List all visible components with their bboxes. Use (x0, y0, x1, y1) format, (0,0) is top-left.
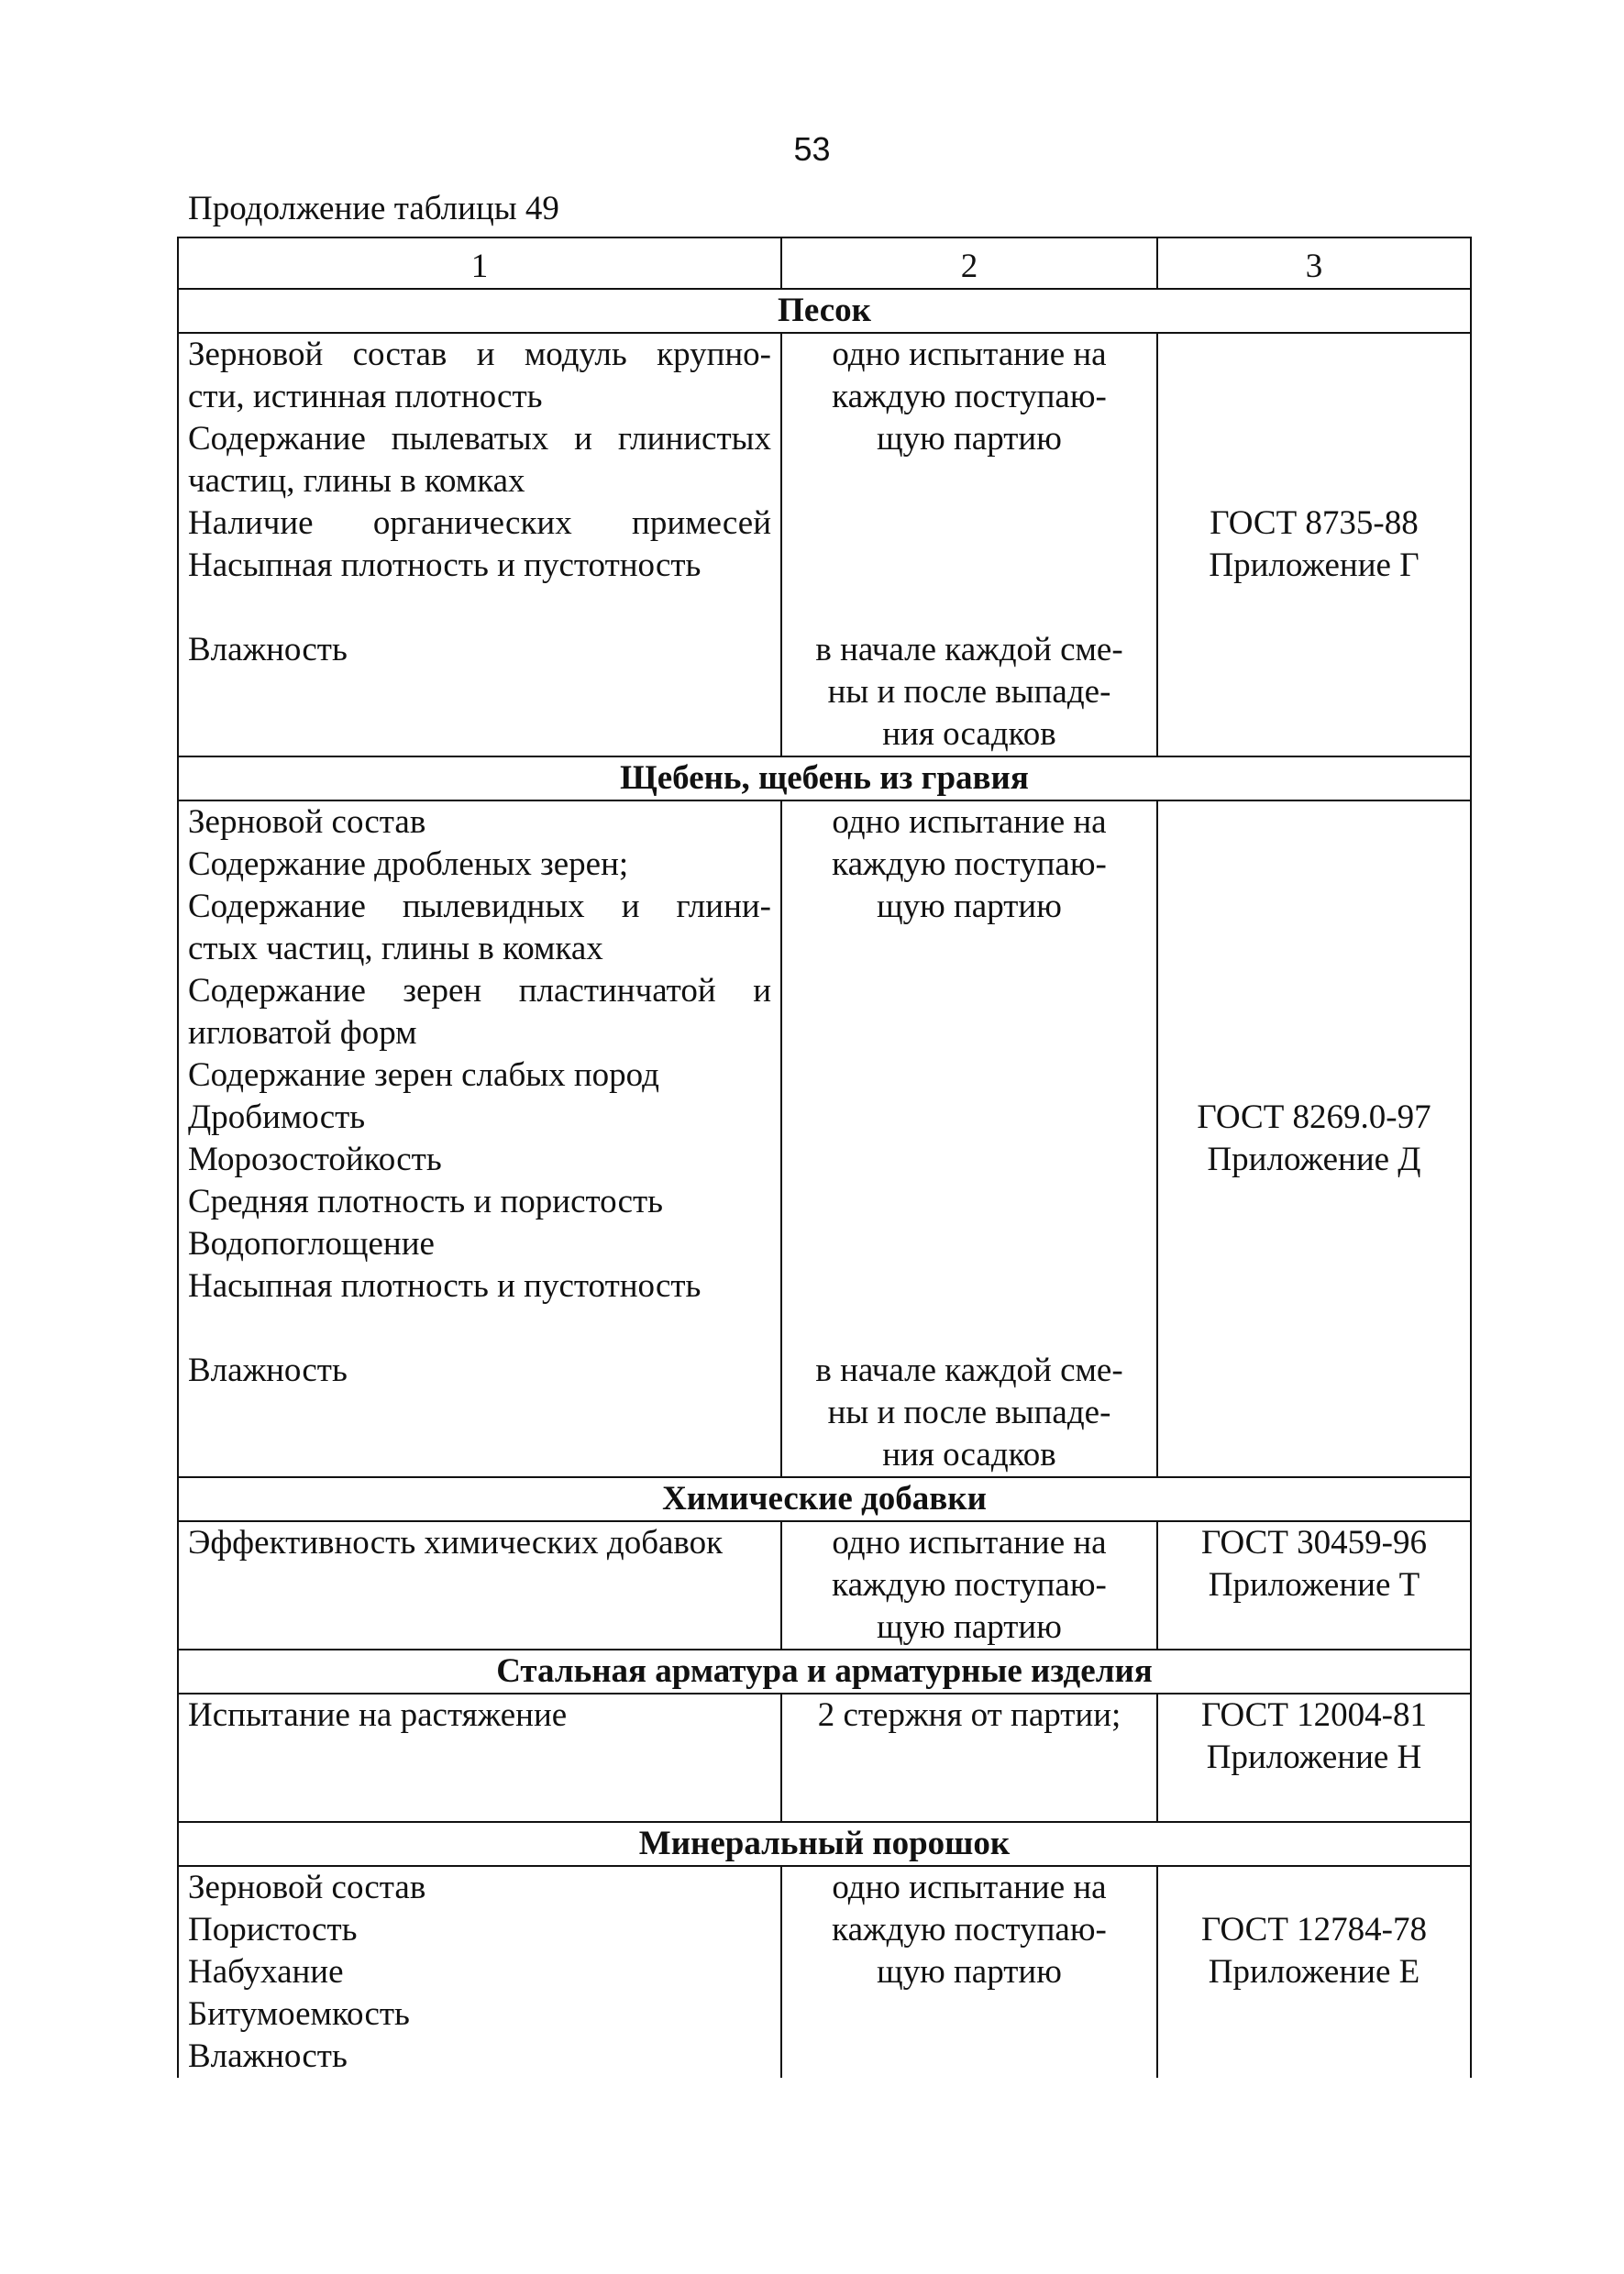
gost-code: ГОСТ 12004-81 (1201, 1696, 1427, 1734)
spacer (188, 713, 771, 756)
spacer (786, 1012, 1153, 1054)
table-row (178, 1866, 1471, 2078)
standard-reference (1157, 1521, 1471, 1650)
spacer (786, 928, 1153, 970)
table-row (178, 1694, 1471, 1822)
section-title: Песок (178, 289, 1471, 333)
frequency-text: каждую поступаю- (832, 378, 1107, 415)
test-names (178, 1866, 781, 2078)
column-header-3: 3 (1157, 237, 1471, 289)
section-title: Стальная арматура и арматурные изделия (178, 1650, 1471, 1694)
test-requirements-table (177, 237, 1472, 2078)
table-header-row (178, 237, 1471, 289)
test-name: Дробимость (188, 1098, 366, 1136)
test-frequency (781, 1521, 1157, 1650)
test-name: сти, истинная плотность (188, 378, 543, 415)
standard-reference (1157, 333, 1471, 756)
test-frequency (781, 333, 1157, 756)
test-name: Средняя плотность и пористость (188, 1183, 664, 1220)
test-name: Влажность (188, 631, 348, 668)
test-name: игловатой форм (188, 1014, 417, 1052)
section-title: Химические добавки (178, 1477, 1471, 1521)
frequency-text: каждую поступаю- (832, 845, 1107, 883)
gost-code: ГОСТ 30459-96 (1201, 1524, 1427, 1562)
spacer (188, 1308, 771, 1350)
spacer (188, 671, 771, 713)
appendix-ref: Приложение Д (1207, 1141, 1421, 1178)
table-caption: Продолжение таблицы 49 (188, 190, 559, 227)
test-name: Водопоглощение (188, 1225, 435, 1263)
test-name: Наличие органических примесей (188, 504, 771, 542)
spacer (786, 1223, 1153, 1265)
frequency-text: каждую поступаю- (832, 1911, 1107, 1948)
test-names (178, 1694, 781, 1822)
test-name: Влажность (188, 1352, 348, 1389)
spacer (786, 545, 1153, 587)
test-name: Содержание дробленых зерен; (188, 845, 629, 883)
frequency-text: одно испытание на (832, 1524, 1107, 1562)
gost-code: ГОСТ 12784-78 (1201, 1911, 1427, 1948)
test-name: Испытание на растяжение (188, 1696, 568, 1734)
section-header-gravel (178, 756, 1471, 800)
section-header-steel (178, 1650, 1471, 1694)
frequency-text: ны и после выпаде- (827, 1394, 1111, 1431)
spacer (786, 1265, 1153, 1308)
gost-code: ГОСТ 8269.0-97 (1197, 1098, 1431, 1136)
spacer (786, 1308, 1153, 1350)
test-name: Содержание пылеватых и глинистых (188, 420, 771, 458)
section-header-sand (178, 289, 1471, 333)
frequency-text: щую партию (877, 888, 1062, 925)
test-name: Влажность (188, 2037, 348, 2075)
test-names (178, 800, 781, 1477)
test-names (178, 333, 781, 756)
spacer (786, 460, 1153, 502)
table-row (178, 333, 1471, 756)
frequency-text: щую партию (877, 420, 1062, 458)
appendix-ref: Приложение Т (1208, 1566, 1420, 1604)
test-name: Содержание зерен пластинчатой и (188, 972, 771, 1010)
test-name: Эффективность химических добавок (188, 1524, 724, 1562)
test-name: Насыпная плотность и пустотность (188, 546, 702, 584)
test-frequency (781, 1866, 1157, 2078)
frequency-text: щую партию (877, 1953, 1062, 1991)
spacer (786, 970, 1153, 1012)
spacer (786, 502, 1153, 545)
frequency-text: одно испытание на (832, 1869, 1107, 1906)
test-name: Зерновой состав (188, 1869, 426, 1906)
test-name: Зерновой состав (188, 803, 426, 841)
frequency-text: ния осадков (882, 1436, 1056, 1474)
section-title: Щебень, щебень из гравия (178, 756, 1471, 800)
test-name: Пористость (188, 1911, 358, 1948)
test-name: Содержание зерен слабых пород (188, 1056, 659, 1094)
test-frequency (781, 800, 1157, 1477)
frequency-text: ны и после выпаде- (827, 673, 1111, 711)
section-header-powder (178, 1822, 1471, 1866)
spacer (786, 1097, 1153, 1139)
frequency-text: одно испытание на (832, 336, 1107, 373)
column-header-2: 2 (781, 237, 1157, 289)
spacer (188, 1434, 771, 1476)
test-frequency (781, 1694, 1157, 1822)
frequency-text: ния осадков (882, 715, 1056, 753)
test-name: Зерновой состав и модуль крупно- (188, 336, 771, 373)
spacer (188, 587, 771, 629)
gost-code: ГОСТ 8735-88 (1210, 504, 1419, 542)
test-name: Морозостойкость (188, 1141, 442, 1178)
column-header-1: 1 (178, 237, 781, 289)
test-name: Содержание пылевидных и глини- (188, 888, 771, 925)
table-row (178, 800, 1471, 1477)
frequency-text: в начале каждой сме- (815, 1352, 1123, 1389)
standard-reference (1157, 800, 1471, 1477)
frequency-text: 2 стержня от партии; (817, 1696, 1121, 1734)
test-names (178, 1521, 781, 1650)
spacer (786, 1139, 1153, 1181)
test-name: частиц, глины в комках (188, 462, 525, 500)
test-name: Битумоемкость (188, 1995, 410, 2033)
spacer (786, 1054, 1153, 1097)
spacer (786, 1181, 1153, 1223)
test-name: Набухание (188, 1953, 344, 1991)
spacer (786, 587, 1153, 629)
frequency-text: в начале каждой сме- (815, 631, 1123, 668)
frequency-text: каждую поступаю- (832, 1566, 1107, 1604)
section-title: Минеральный порошок (178, 1822, 1471, 1866)
frequency-text: одно испытание на (832, 803, 1107, 841)
appendix-ref: Приложение Н (1206, 1739, 1422, 1776)
spacer (188, 1392, 771, 1434)
appendix-ref: Приложение Е (1208, 1953, 1420, 1991)
appendix-ref: Приложение Г (1209, 546, 1420, 584)
standard-reference (1157, 1866, 1471, 2078)
section-header-additives (178, 1477, 1471, 1521)
frequency-text: щую партию (877, 1608, 1062, 1646)
test-name: стых частиц, глины в комках (188, 930, 603, 967)
table-row (178, 1521, 1471, 1650)
test-name: Насыпная плотность и пустотность (188, 1267, 702, 1305)
page-number: 53 (793, 130, 831, 168)
standard-reference (1157, 1694, 1471, 1822)
